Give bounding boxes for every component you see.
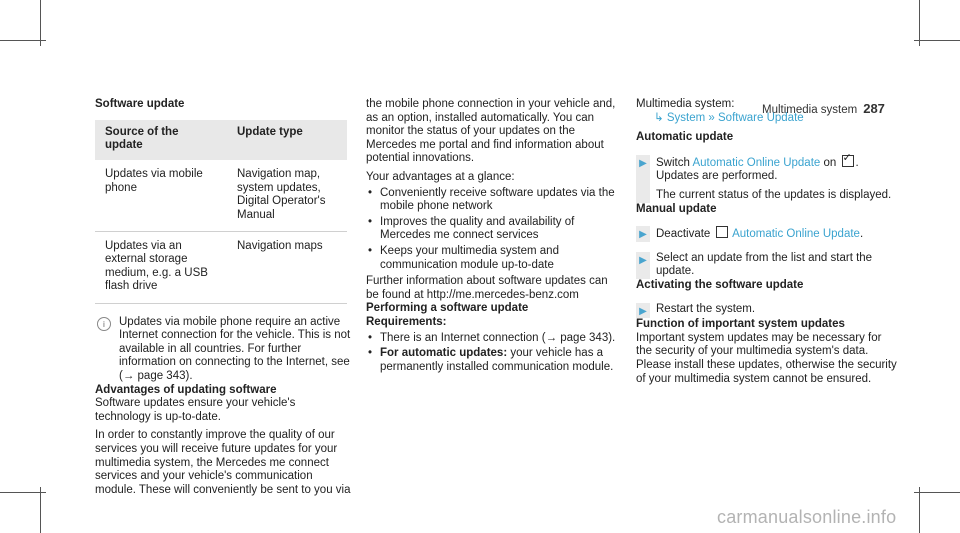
step-text: Switch Automatic Online Update on ✓ .: [656, 155, 891, 171]
step-arrow-icon: ▶: [636, 252, 650, 279]
list-item-text: your vehicle has a permanently installed communication module.: [380, 347, 614, 373]
step-text-part: .: [859, 228, 864, 241]
instruction-step: [636, 252, 898, 279]
table-cell: Updates via an external storage medium, e.g. a USB flash drive: [95, 232, 227, 304]
info-icon: i: [97, 317, 111, 331]
crop-mark: [914, 492, 960, 493]
table-row: [95, 232, 347, 304]
middle-column: [366, 98, 622, 376]
paragraph: Important system updates may be necessary for the security of your multimedia system's data. Please install these updates, otherwise the security of your multimedia system cannot be ensured.: [636, 331, 897, 385]
crop-mark: [919, 487, 920, 533]
menu-link-software-update[interactable]: Software Update: [718, 111, 804, 124]
info-note: [95, 316, 353, 384]
instruction-step: [636, 303, 898, 319]
performing-heading: Performing a software update: [366, 302, 529, 315]
step-arrow-icon: ▶: [636, 226, 650, 242]
automatic-online-update-link[interactable]: Automatic Online Update: [732, 228, 860, 241]
left-column: [95, 98, 353, 497]
table-row: [95, 160, 347, 231]
automatic-online-update-link[interactable]: Automatic Online Update: [692, 156, 821, 169]
requirements-heading: Requirements:: [366, 315, 447, 328]
requirements-list: [366, 332, 622, 375]
step-text: [656, 226, 863, 242]
table-header-source: Source of the update: [95, 120, 227, 161]
chevron-right-icon: »: [708, 111, 715, 124]
note-text: Updates via mobile phone require an active Internet connection for the vehicle. This is not available in all countries. For further information on connecting to the Internet, see (→ page 343).: [119, 315, 351, 383]
instruction-step: [636, 226, 898, 242]
list-item: • Improves the quality and availability of Mercedes me connect services: [366, 216, 622, 243]
list-item: [366, 347, 622, 374]
step-result: Updates are performed.: [656, 170, 778, 183]
table-cell: Navigation maps: [227, 232, 347, 304]
manual-update-heading: Manual update: [636, 202, 717, 215]
list-item-text: There is an Internet connection (→ page 343).: [380, 331, 616, 344]
list-item: • Conveniently receive software updates via the mobile phone network: [366, 187, 622, 214]
activating-heading: Activating the software update: [636, 278, 804, 291]
unchecked-checkbox-icon: [716, 226, 728, 238]
step-arrow-icon: ▶: [636, 155, 650, 203]
function-heading: Function of important system updates: [636, 318, 845, 331]
step-text: Select an update from the list and start the update.: [656, 251, 873, 278]
list-item: [366, 332, 622, 346]
list-item-label: For automatic updates:: [380, 347, 508, 360]
step-text-part: Switch: [656, 156, 693, 169]
step-text: Restart the system.: [656, 302, 756, 315]
menu-path: [636, 112, 898, 126]
menu-intro: Multimedia system:: [636, 98, 735, 110]
crop-mark: [40, 0, 41, 46]
paragraph: In order to constantly improve the quality of our services you will receive future updates for your multimedia system, the Mercedes me connect services and your vehicle's communication module. These will conveniently be sent to you via: [95, 429, 351, 496]
automatic-update-heading: Automatic update: [636, 131, 734, 144]
crop-mark: [919, 0, 920, 46]
crop-mark: [914, 40, 960, 41]
paragraph: Further information about software updates can be found at http://me.mercedes-benz.com: [366, 275, 608, 301]
step-arrow-icon: ▶: [636, 303, 650, 319]
paragraph: the mobile phone connection in your vehicle and, as an option, installed automatically. You can monitor the status of your updates on the Mercedes me portal and find information about potential innovations.: [366, 98, 616, 165]
advantages-list: [366, 187, 622, 273]
page-number: 287: [863, 101, 885, 116]
update-table: [95, 120, 347, 304]
advantages-heading: Advantages of updating software: [95, 383, 277, 396]
instruction-step: [636, 155, 898, 203]
step-result: The current status of the updates is displayed.: [656, 188, 892, 201]
section-title: Software update: [95, 98, 185, 110]
section-name: Multimedia system: [762, 104, 858, 116]
menu-link-system[interactable]: System: [666, 111, 706, 124]
table-cell: Updates via mobile phone: [95, 160, 227, 231]
step-text-part: on: [820, 156, 837, 169]
path-arrow-icon: ↳: [654, 111, 664, 124]
paragraph: Software updates ensure your vehicle's technology is up-to-date.: [95, 397, 296, 423]
watermark: carmanualsonline.info: [717, 507, 897, 527]
list-item: • Keeps your multimedia system and communication module up-to-date: [366, 245, 622, 272]
paragraph: Your advantages at a glance:: [366, 170, 515, 183]
table-cell: Navigation map, system updates, Digital Operator's Manual: [227, 160, 347, 231]
checked-checkbox-icon: [842, 155, 854, 167]
step-text-part: Deactivate: [656, 228, 714, 241]
right-column: [636, 98, 898, 386]
crop-mark: [40, 487, 41, 533]
table-header-type: Update type: [227, 120, 347, 161]
